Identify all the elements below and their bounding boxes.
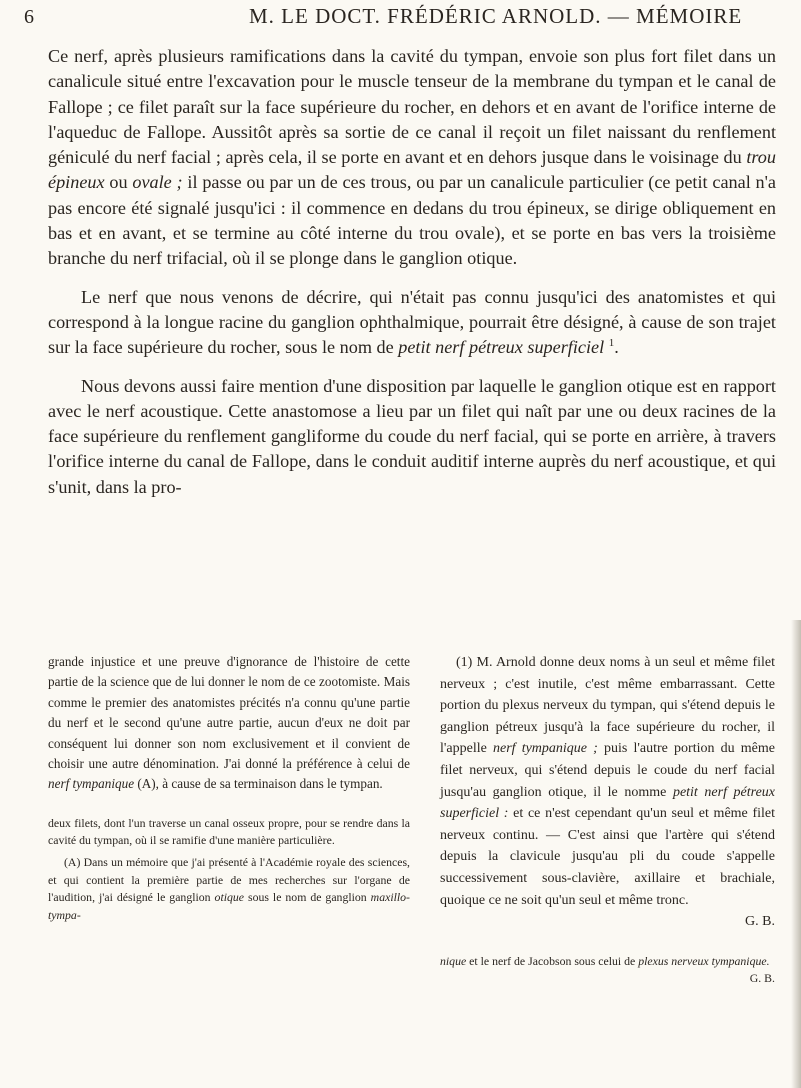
footnote-marker: 1 [608, 337, 615, 350]
footnote-a [48, 854, 410, 924]
text-run: (A), à cause de sa terminaison dans le tympan. [134, 776, 383, 792]
page-edge-shadow [791, 620, 801, 1088]
text-run: et ce n'est cependant qu'un seul et même filet nerveux continu. — C'est ainsi que l'artère qui s'étend depuis la clavicule jusqu'au pli du coude s'appelle successivement sous-clavière, axillaire et brachiale, quoique ce ne soit qu'un seul et même tronc. [440, 806, 776, 908]
main-text [48, 44, 776, 500]
italic-term: nerf tympanique ; [493, 741, 598, 757]
page-header [24, 4, 779, 30]
footnote-1 [440, 652, 775, 911]
footnotes-right-column [440, 652, 775, 988]
signature-gb: G. B. [749, 971, 775, 986]
paragraph-2 [48, 285, 776, 361]
italic-term: maxillo-tympa- [48, 890, 410, 922]
text-run: et le nerf de Jacobson sous celui de [466, 953, 639, 968]
italic-term: ovale ; [132, 172, 183, 193]
italic-term: otique [214, 890, 245, 905]
text-run: puis l'autre portion du même filet nerveux, qui s'étend depuis le coude du nerf facial jusqu'au ganglion otique, il le nomme [440, 741, 775, 800]
text-run: Le nerf que nous venons de décrire, qui n'était pas connu jusqu'ici des anatomistes et qui correspond à la longue racine du ganglion ophthalmique, pourrait être désigné, à cause de son trajet sur la face supérieure du rocher, sous le nom de [48, 286, 776, 358]
footnotes-left-column [48, 652, 410, 924]
page-number: 6 [24, 6, 34, 28]
text-run: il passe ou par un de ces trous, ou par un canalicule particulier (ce petit canal n'a pas encore été signalé jusqu'ici : il commence en dedans du trou épineux, se dirige obliquement en bas et en avant, et se termine au côté interne du trou ovale), et se porte en bas vers la troisième branche du nerf trifacial, où il se plonge dans le ganglion otique. [48, 172, 777, 269]
italic-term: plexus nerveux tympanique. [638, 953, 770, 968]
text-run: . [614, 337, 619, 358]
paragraph-3: Nous devons aussi faire mention d'une disposition par laquelle le ganglion otique est en rapport avec le nerf acoustique. Cette anastomose a lieu par un filet qui naît par une ou deux racines de la face supérieure du renflement gangliforme du coude du nerf facial, qui se porte en arrière, à travers l'orifice interne du canal de Fallope, dans le conduit auditif interne auprès du nerf acoustique, et qui s'unit, dans la pro- [48, 375, 776, 497]
signature-gb: G. B. [745, 914, 775, 930]
footnote-text: deux filets, dont l'un traverse un canal osseux propre, pour se rendre dans la cavité du tympan, où il se ramifie d'une manière particulière. [48, 815, 410, 848]
text-run: sous le nom de ganglion [244, 890, 371, 905]
italic-term: petit nerf pétreux superficiel [398, 337, 605, 358]
running-title: M. LE DOCT. FRÉDÉRIC ARNOLD. — MÉMOIRE [249, 4, 743, 28]
text-run: ou [104, 172, 133, 193]
text-run: grande injustice et une preuve d'ignorance de l'histoire de cette partie de la science que de lui donner le nom de ce zootomiste. Mais comme le premier des anatomistes précités n'a connu qu'une partie du nerf et le second qu'une autre partie, aucun d'eux ne doit par conséquent lui donner son nom exclusivement et il convient de choisir une autre dénomination. J'ai donné la préférence à celui de [48, 654, 410, 772]
paragraph-1 [48, 44, 776, 272]
italic-term: petit nerf pétreux superficiel : [440, 784, 775, 822]
footnote-continuation-right [440, 953, 775, 986]
text-run: Ce nerf, après plusieurs ramifications dans la cavité du tympan, envoie son plus fort filet dans un canalicule situé entre l'excavation pour le muscle tenseur de la membrane du tympan et le canal de Fallope ; ce filet paraît sur la face supérieure du rocher, en dehors et en avant de l'orifice interne de l'aqueduc de Fallope. Aussitôt après sa sortie de ce canal il reçoit un filet naissant du renflement géniculé du nerf facial ; après cela, il se porte en avant et en dehors jusque dans le voisinage du [48, 46, 776, 168]
text-run: (1) M. Arnold donne deux noms à un seul et même filet nerveux ; c'est inutile, c'est même embarrassant. Cette portion du plexus nerveux du tympan, qui s'étend depuis le ganglion pétreux jusqu'à la face supérieure du rocher, il l'appelle [440, 655, 775, 757]
italic-term: nerf tympanique [48, 776, 135, 792]
footnote-continuation [48, 652, 410, 795]
italic-term: trou épineux [48, 147, 776, 193]
text-run: (A) Dans un mémoire que j'ai présenté à l'Académie royale des sciences, et qui contient la première partie de mes recherches sur l'organe de l'audition, j'ai désigné le ganglion [48, 855, 410, 905]
italic-term: nique [440, 953, 467, 968]
